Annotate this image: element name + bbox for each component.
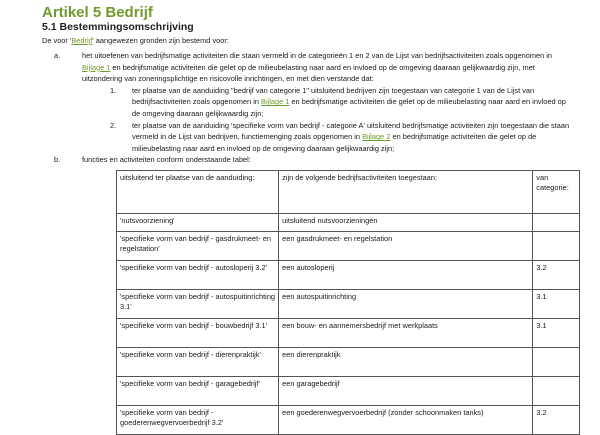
- sub-item-2: [110, 120, 570, 155]
- table-cell: 'specifieke vorm van bedrijf - dierenpraktijk': [117, 347, 279, 376]
- list-marker-a: a.: [54, 51, 61, 60]
- table-cell: een garagebedrijf: [279, 376, 533, 405]
- table-cell: 'specifieke vorm van bedrijf - garagebedrijf': [117, 376, 279, 405]
- table-row: [117, 289, 580, 318]
- table-cell: 'specifieke vorm van bedrijf - bouwbedrijf 3.1': [117, 318, 279, 347]
- table-cell: een autosloperij: [279, 260, 533, 289]
- header-cell-aanduiding: uitsluitend ter plaatse van de aanduiding:: [117, 170, 279, 213]
- table-cell: uitsluitend nutsvoorzieningen: [279, 213, 533, 231]
- table-cell: een bouw- en aannemersbedrijf met werkplaats: [279, 318, 533, 347]
- sub-marker-2: 2.: [110, 120, 117, 130]
- table-cell: [533, 213, 580, 231]
- table-row: [117, 231, 580, 260]
- header-cell-activiteiten: zijn de volgende bedrijfsactiviteiten toegestaan:: [279, 170, 533, 213]
- sub-2-text-1: ter plaatse van de aanduiding 'specifieke vorm van bedrijf - categorie A' uitsluitend bedrijfsmatige activiteiten zijn toegestaan die staan vermeld in de Lijst van bedrijven, functiemenging zoals opgenomen in: [132, 120, 570, 142]
- intro-text-after: ' aangewezen gronden zijn bestemd voor:: [92, 36, 229, 45]
- table-cell: 'specifieke vorm van bedrijf - goederenwegvervoerbedrijf 3.2': [117, 405, 279, 434]
- sub-item-1-text: [132, 85, 570, 120]
- activities-table: [116, 170, 580, 435]
- table-cell: 3.1: [533, 289, 580, 318]
- sub-item-1: [110, 85, 570, 120]
- list-item-b: [42, 154, 570, 166]
- table-cell: 'specifieke vorm van bedrijf - gasdrukmeet- en regelstation': [117, 231, 279, 260]
- bedrijf-link[interactable]: Bedrijf: [71, 36, 93, 45]
- table-cell: [533, 231, 580, 260]
- table-cell: 3.1: [533, 318, 580, 347]
- table-cell: 3.2: [533, 260, 580, 289]
- table-cell: 'specifieke vorm van bedrijf - autospuitinrichting 3.1': [117, 289, 279, 318]
- section-heading: 5.1 Bestemmingsomschrijving: [42, 21, 194, 33]
- table-cell: 3.2: [533, 405, 580, 434]
- table-cell: 'nutsvoorziening': [117, 213, 279, 231]
- table-cell: 'specifieke vorm van bedrijf - autosloperij 3.2': [117, 260, 279, 289]
- table-cell: een goederenwegvervoerbedrijf (zonder schoonmaken tanks): [279, 405, 533, 434]
- list-item-b-text: functies en activiteiten conform onderstaande tabel:: [82, 155, 251, 165]
- table-row: [117, 376, 580, 405]
- sub-marker-1: 1.: [110, 85, 117, 95]
- intro-text-before: De voor ': [42, 36, 72, 45]
- sub-2-text-2: en bedrijfsmatige activiteiten die gelet op de milieubelasting naar aard en invloed op de omgeving daaraan gelijkwaardig zijn;: [132, 132, 537, 153]
- sub-item-2-text: [132, 120, 570, 155]
- table-row: [117, 405, 580, 434]
- table-row: [117, 347, 580, 376]
- intro-paragraph: [42, 35, 570, 46]
- item-a-text-1: het uitoefenen van bedrijfsmatige activiteiten die staan vermeld in de categorieën 1 en 2 van de Lijst van bedrijfsactiviteiten zoals opgenomen in: [82, 51, 553, 60]
- bijlage-1-link-sub[interactable]: Bijlage 1: [261, 97, 290, 107]
- table-cell: een dierenpraktijk: [279, 347, 533, 376]
- sub-1-text-2: en bedrijfsmatige activiteiten die gelet op de milieubelasting naar aard en invloed op de omgeving daaraan gelijkwaardig zijn;: [132, 97, 566, 118]
- header-cell-categorie: van categorie:: [533, 170, 580, 213]
- list-marker-b: b.: [54, 155, 61, 165]
- sub-1-text-1: ter plaatse van de aanduiding "bedrijf van categorie 1" uitsluitend bedrijven zijn toegestaan van categorie 1 van de Lijst van bedrijfsactiviteiten zoals opgenomen in: [132, 85, 535, 107]
- bijlage-1-link[interactable]: Bijlage 1: [82, 62, 111, 72]
- list-item-a-text: [82, 50, 570, 85]
- table-row: [117, 213, 580, 231]
- article-heading: Artikel 5 Bedrijf: [42, 4, 153, 21]
- bijlage-2-link[interactable]: Bijlage 2: [362, 132, 391, 142]
- list-item-a: [42, 50, 570, 85]
- table-header-row: [117, 170, 580, 213]
- table-row: [117, 260, 580, 289]
- table-row: [117, 318, 580, 347]
- item-a-text-2: en bedrijfsmatige activiteiten die gelet op de milieubelasting naar aard en invloed op de omgeving daaraan gelijkwaardig zijn, met uitzondering van zoneringsplichtige en risicovolle inrichtingen, en met dien verstande dat:: [82, 62, 535, 84]
- table-cell: [533, 347, 580, 376]
- table-cell: een autospuitinrichting: [279, 289, 533, 318]
- table-cell: een gasdrukmeet- en regelstation: [279, 231, 533, 260]
- table-cell: [533, 376, 580, 405]
